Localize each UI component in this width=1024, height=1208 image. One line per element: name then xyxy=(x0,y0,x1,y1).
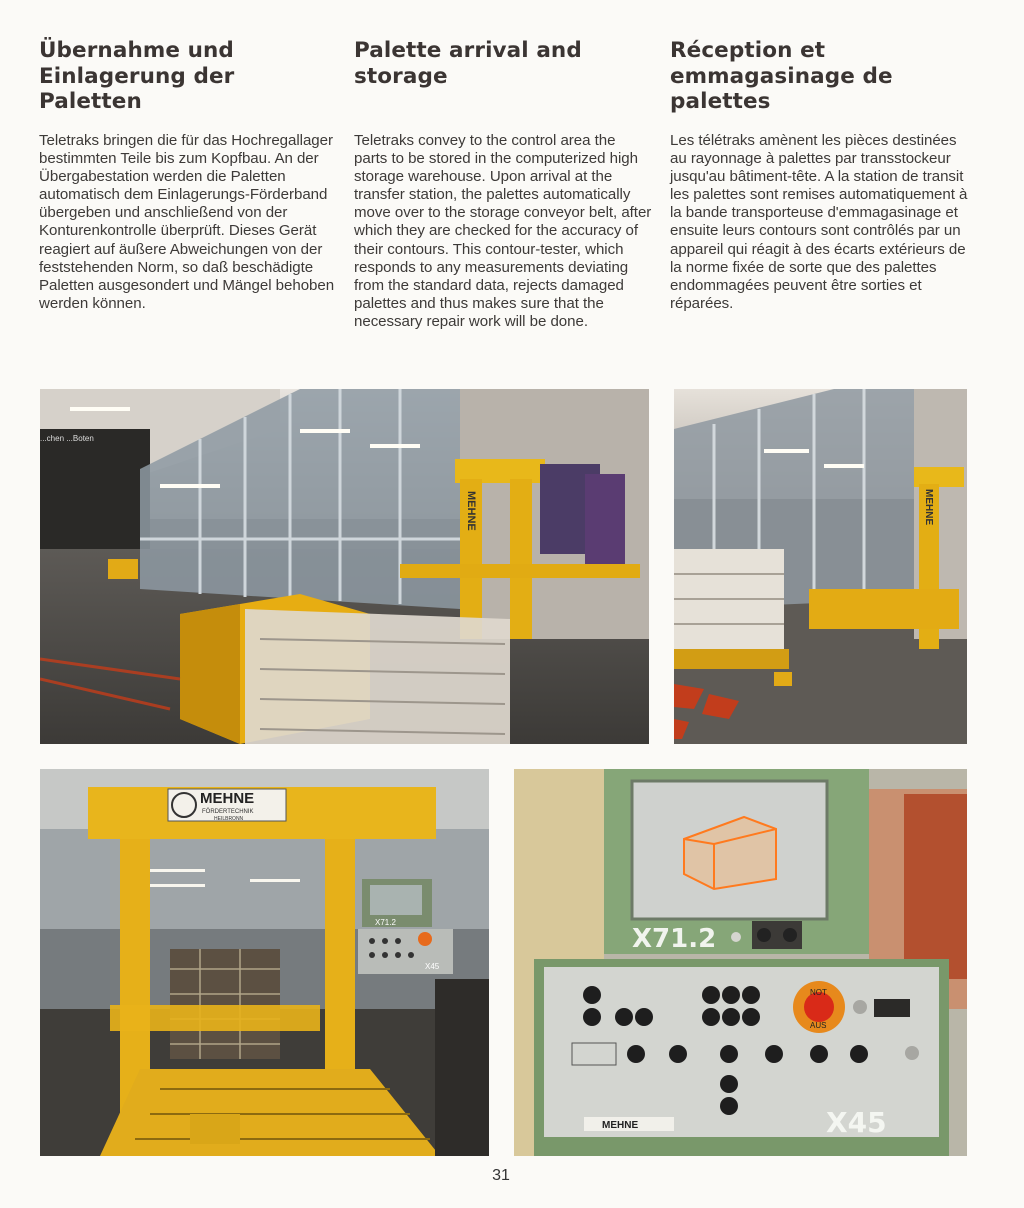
column-french xyxy=(670,38,970,312)
body-german: Teletraks bringen die für das Hochregallager bestimmten Teile bis zum Kopfbau. An der Übergabestation werden die Paletten automatisch dem Einlagerungs-Förderband übergeben und anschließend von der Konturenkontrolle überprüft. Dieses Gerät reagiert auf äußere Abweichungen von der feststehenden Norm, so daß beschädigte Paletten ausgesondert und Mängel behoben werden können. xyxy=(39,132,335,312)
photo-sign-text: ...chen ...Boten xyxy=(40,434,94,443)
gantry-brand-label-2: MEHNE xyxy=(923,489,934,526)
small-panel-id-top: X71.2 xyxy=(375,918,396,927)
photo-palette-on-conveyor xyxy=(674,389,967,744)
heading-german: Übernahme und Einlagerung der Paletten xyxy=(39,38,235,114)
gantry-brand-label: MEHNE xyxy=(465,491,477,531)
column-english xyxy=(354,38,654,330)
column-german xyxy=(39,38,339,312)
gantry-sign-city: HEILBRONN xyxy=(214,816,244,822)
panel-brand-strip: MEHNE xyxy=(602,1120,639,1131)
page-number: 31 xyxy=(492,1167,510,1184)
gantry-sign-brand: MEHNE xyxy=(200,790,255,807)
photo-control-panel xyxy=(514,769,967,1156)
heading-english: Palette arrival and storage xyxy=(354,38,582,89)
heading-french: Réception et emmagasinage de palettes xyxy=(670,38,893,114)
small-panel-id-bottom: X45 xyxy=(425,962,440,971)
photo-contour-tester xyxy=(40,769,489,1156)
photo-teletrak-transfer-station xyxy=(40,389,649,744)
panel-id-top: X71.2 xyxy=(632,924,717,954)
gantry-sign-company: FÖRDERTECHNIK xyxy=(202,809,254,815)
body-french: Les télétraks amènent les pièces destinées au rayonnage à palettes par transstockeur jusqu'au bâtiment-tête. A la station de transit les palettes sont remises automatiquement à la bande transporteuse d'emmagasinage et ensuite leurs contours sont contrôlés par un appareil qui réagit à des écarts extérieurs de la norme fixée de sorte que des palettes endommagées peuvent être sorties et réparées. xyxy=(670,132,968,312)
emergency-stop-label-top: NOT xyxy=(810,988,827,997)
body-english: Teletraks convey to the control area the parts to be stored in the computerized high storage warehouse. Upon arrival at the transfer station, the palettes automatically move over to the storage conveyor belt, after which they are checked for the accuracy of their contours. This contour-tester, which responds to any measurements deviating from the standard data, rejects damaged palettes and thus makes sure that the necessary repair work will be done. xyxy=(354,132,652,330)
panel-id-bottom: X45 xyxy=(826,1106,887,1139)
emergency-stop-label-bottom: AUS xyxy=(810,1021,827,1030)
